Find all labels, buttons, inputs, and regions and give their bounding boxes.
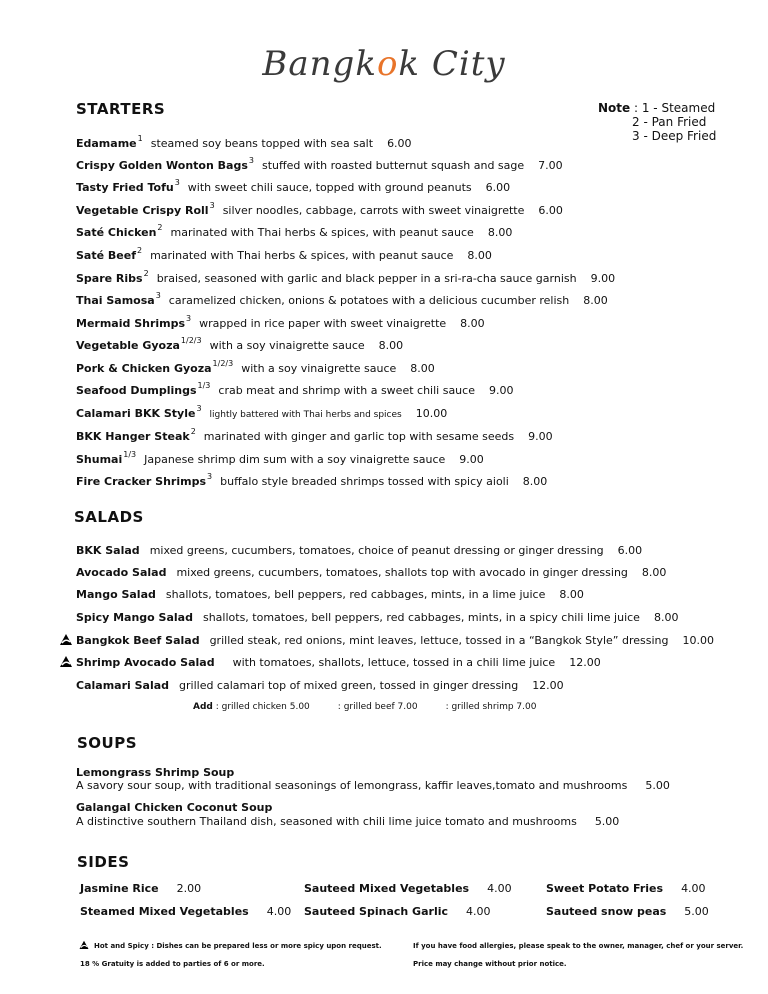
side-item: Sauteed Spinach Garlic 4.00 <box>304 905 491 918</box>
soup-description: A distinctive southern Thailand dish, seasoned with chili lime juice tomato and mushrooms 5.00 <box>76 815 620 828</box>
starter-item: Shumai$^{1/3}$ Japanese shrimp dim sum with a soy vinaigrette sauce 9.00 <box>76 450 484 466</box>
logo-text-a: Bangk <box>262 44 377 84</box>
salad-item: Bangkok Beef Salad grilled steak, red onions, mint leaves, lettuce, tossed in a “Bangkok Style” dressing 10.00 <box>76 634 714 647</box>
soups-heading: SOUPS <box>77 734 138 752</box>
soup-description: A savory sour soup, with traditional seasonings of lemongrass, kaffir leaves,tomato and mushrooms 5.00 <box>76 779 670 792</box>
starter-item: Vegetable Gyoza$^{1/2/3}$ with a soy vinaigrette sauce 8.00 <box>76 336 404 352</box>
spicy-note: Hot and Spicy : Dishes can be prepared less or more spicy upon request. <box>94 942 382 950</box>
starter-item: BKK Hanger Steak$^2$ marinated with ginger and garlic top with sesame seeds 9.00 <box>76 427 553 443</box>
salad-item: Spicy Mango Salad shallots, tomatoes, bell peppers, red cabbages, mints, in a spicy chili lime juice 8.00 <box>76 611 679 624</box>
spicy-pepper-icon <box>58 654 74 668</box>
starter-item: Calamari BKK Style$^3$lightly battered with Thai herbs and spices 10.00 <box>76 404 448 420</box>
spicy-pepper-icon <box>78 939 90 950</box>
note-line-3: 3 - Deep Fried <box>632 129 717 143</box>
restaurant-logo <box>0 44 768 84</box>
starters-heading: STARTERS <box>76 100 166 118</box>
salad-item: Calamari Salad grilled calamari top of mixed green, tossed in ginger dressing 12.00 <box>76 679 564 692</box>
starter-item: Vegetable Crispy Roll$^3$ silver noodles, cabbage, carrots with sweet vinaigrette 6.00 <box>76 201 563 217</box>
starter-item: Saté Chicken$^2$ marinated with Thai herbs & spices, with peanut sauce 8.00 <box>76 223 513 239</box>
salad-add-ons: Add : grilled chicken 5.00 : grilled beef 7.00 : grilled shrimp 7.00 <box>193 702 537 712</box>
spicy-pepper-icon <box>58 632 74 646</box>
starter-item: Thai Samosa$^3$ caramelized chicken, onions & potatoes with a delicious cucumber relish 8.00 <box>76 291 608 307</box>
salad-item: BKK Salad mixed greens, cucumbers, tomatoes, choice of peanut dressing or ginger dressing 6.00 <box>76 544 643 557</box>
side-item: Steamed Mixed Vegetables 4.00 <box>80 905 292 918</box>
starter-item: Edamame$^1$ steamed soy beans topped with sea salt 6.00 <box>76 134 412 150</box>
cooking-note <box>598 101 716 143</box>
starter-item: Spare Ribs$^2$ braised, seasoned with garlic and black pepper in a sri-ra-cha sauce garnish 9.00 <box>76 269 616 285</box>
side-item: Jasmine Rice 2.00 <box>80 882 202 895</box>
salad-item: Avocado Salad mixed greens, cucumbers, tomatoes, shallots top with avocado in ginger dressing 8.00 <box>76 566 667 579</box>
price-note: Price may change without prior notice. <box>413 960 567 968</box>
gratuity-note: 18 % Gratuity is added to parties of 6 or more. <box>80 960 265 968</box>
starter-item: Crispy Golden Wonton Bags$^3$ stuffed with roasted butternut squash and sage 7.00 <box>76 156 563 172</box>
salads-heading: SALADS <box>74 508 144 526</box>
starter-item: Seafood Dumplings$^{1/3}$ crab meat and shrimp with a sweet chili sauce 9.00 <box>76 381 514 397</box>
soup-name: Lemongrass Shrimp Soup <box>76 766 235 779</box>
side-item: Sauteed Mixed Vegetables 4.00 <box>304 882 512 895</box>
starter-item: Mermaid Shrimps$^3$ wrapped in rice paper with sweet vinaigrette 8.00 <box>76 314 485 330</box>
logo-orange-o: o <box>376 44 399 84</box>
salad-item: Shrimp Avocado Salad with tomatoes, shallots, lettuce, tossed in a chili lime juice 12.00 <box>76 656 601 669</box>
note-label: Note <box>598 101 631 115</box>
salad-item: Mango Salad shallots, tomatoes, bell peppers, red cabbages, mints, in a lime juice 8.00 <box>76 588 584 601</box>
starter-item: Tasty Fried Tofu$^3$ with sweet chili sauce, topped with ground peanuts 6.00 <box>76 178 511 194</box>
starter-item: Fire Cracker Shrimps$^3$ buffalo style breaded shrimps tossed with spicy aioli 8.00 <box>76 472 548 488</box>
side-item: Sweet Potato Fries 4.00 <box>546 882 706 895</box>
logo-text-b: k City <box>398 44 506 84</box>
sides-heading: SIDES <box>77 853 130 871</box>
starter-item: Saté Beef$^2$ marinated with Thai herbs & spices, with peanut sauce 8.00 <box>76 246 492 262</box>
allergy-note: If you have food allergies, please speak to the owner, manager, chef or your server. <box>413 942 744 950</box>
starter-item: Pork & Chicken Gyoza$^{1/2/3}$ with a soy vinaigrette sauce 8.00 <box>76 359 435 375</box>
side-item: Sauteed snow peas 5.00 <box>546 905 709 918</box>
note-line-1: : 1 - Steamed <box>634 101 716 115</box>
note-line-2: 2 - Pan Fried <box>632 115 707 129</box>
soup-name: Galangal Chicken Coconut Soup <box>76 801 273 814</box>
